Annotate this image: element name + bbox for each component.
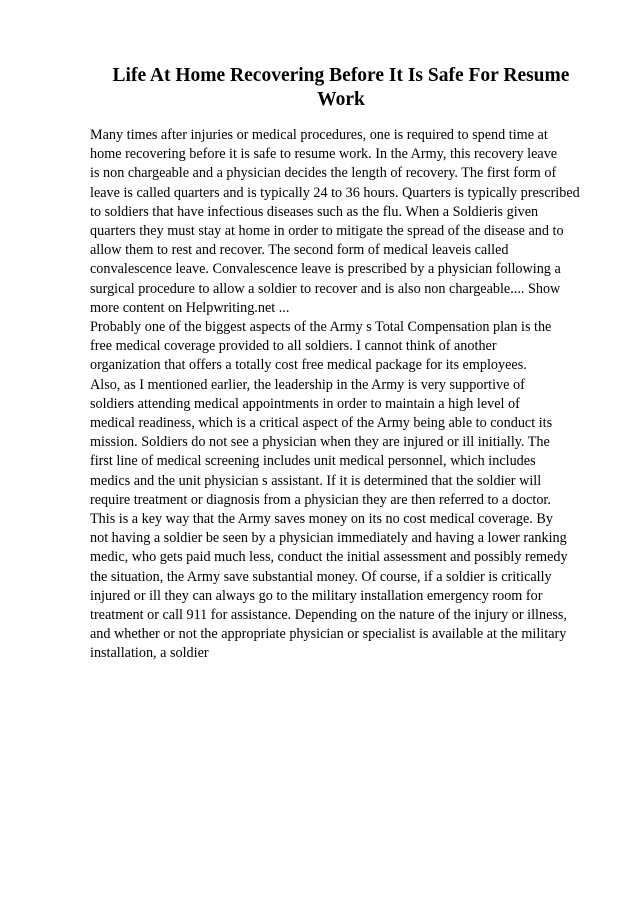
document-title: Life At Home Recovering Before It Is Safe For Resume Work — [112, 65, 570, 110]
paragraph-1: Many times after injuries or medical procedures, one is required to spend time at home recovering before it is safe to resume work. In the Army, this recovery leave is non chargeable and a physician decides the length of recovery. The first form of leave is called quarters and is typically 24 to 36 hours. Quarters is typically prescribed to soldiers that have infectious diseases such as the flu. When a Soldieris given quarters they must stay at home in order to mitigate the spread of the disease and to allow them to rest and recover. The second form of medical leaveis called convalescence leave. Convalescence leave is prescribed by a physician following a surgical procedure to allow a soldier to recover and is also non chargeable.... Show more content on Helpwriting.net ... — [90, 127, 580, 316]
paragraph-2: Probably one of the biggest aspects of the Army s Total Compensation plan is the free medical coverage provided to all soldiers. I cannot think of another organization that offers a totally cost free medical package for its employees. Also, as I mentioned earlier, the leadership in the Army is very supportive of soldiers attending medical appointments in order to maintain a high level of medical readiness, which is a critical aspect of the Army being able to conduct its mission. Soldiers do not see a physician when they are injured or ill initially. The first line of medical screening includes unit medical personnel, which includes medics and the unit physician s assistant. If it is determined that the soldier will require treatment or diagnosis from a physician they are then referred to a doctor. This is a key way that the Army saves money on its no cost medical coverage. By not having a soldier be seen by a physician immediately and having a lower ranking medic, who gets paid much less, conduct the initial assessment and possibly remedy the situation, the Army save substantial money. Of course, if a soldier is critically injured or ill they can always go to the military installation emergency room for treatment or call 911 for assistance. Depending on the nature of the injury or illness, and whether or not the appropriate physician or specialist is available at the military installation, a soldier — [90, 319, 568, 662]
